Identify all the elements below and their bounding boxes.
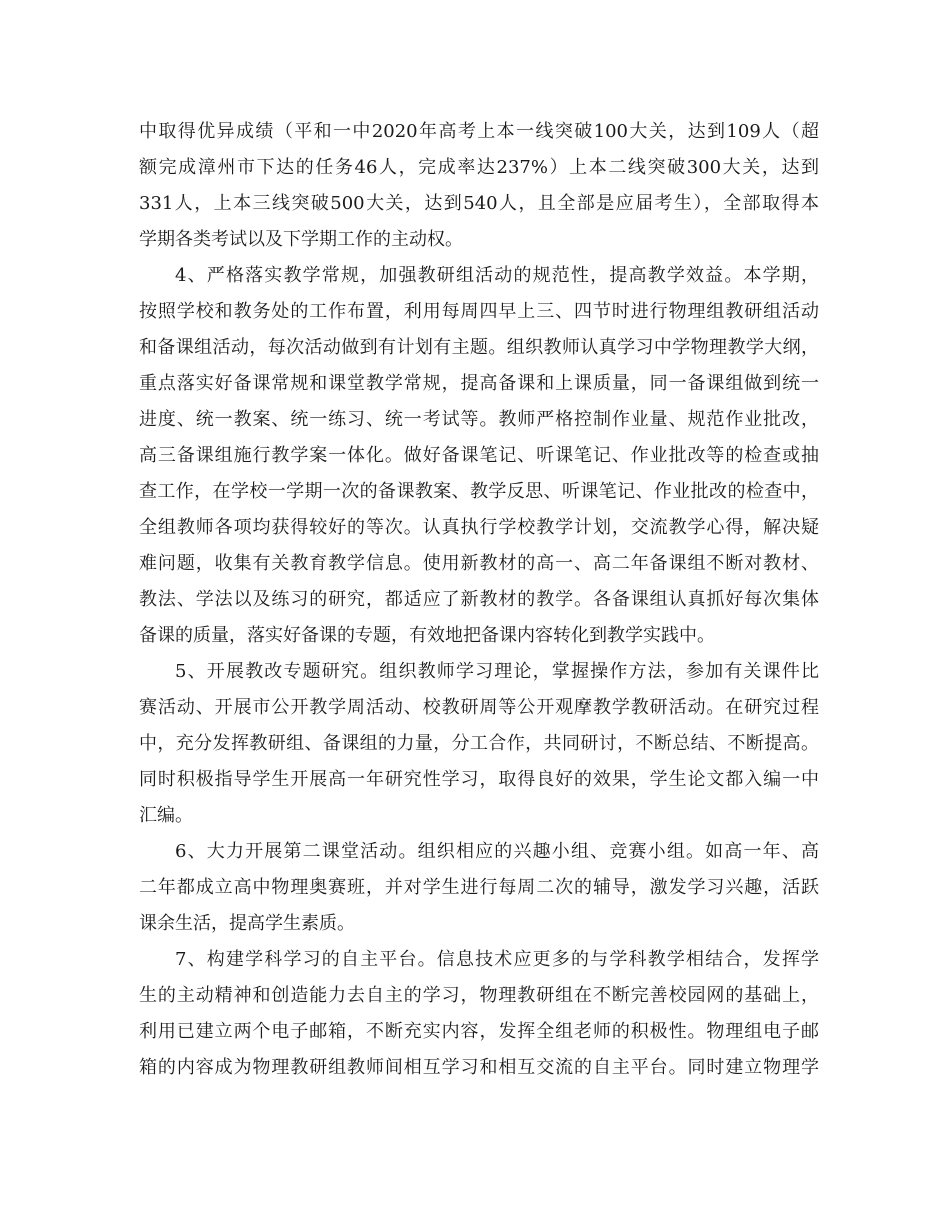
text-line: 教法、学法以及练习的研究，都适应了新教材的教学。各备课组认真抓好每次集体: [139, 589, 819, 610]
document-body: [139, 114, 819, 1086]
text-line: 4、严格落实教学常规，加强教研组活动的规范性，提高教学效益。本学期，: [175, 265, 819, 286]
text-line: 课余生活，提高学生素质。: [139, 913, 355, 934]
text-line: 赛活动、开展市公开教学周活动、校教研周等公开观摩教学教研活动。在研究过程: [139, 697, 819, 718]
text-line: 331人，上本三线突破500大关，达到540人，且全部是应届考生），全部取得本: [139, 193, 819, 214]
text-line: 同时积极指导学生开展高一年研究性学习，取得良好的效果，学生论文都入编一中: [139, 769, 819, 790]
text-line: 查工作，在学校一学期一次的备课教案、教学反思、听课笔记、作业批改的检查中，: [139, 481, 819, 502]
text-line: 生的主动精神和创造能力去自主的学习，物理教研组在不断完善校园网的基础上，: [139, 985, 819, 1006]
text-line: 6、大力开展第二课堂活动。组织相应的兴趣小组、竞赛小组。如高一年、高: [175, 841, 819, 862]
text-line: 高三备课组施行教学案一体化。做好备课笔记、听课笔记、作业批改等的检查或抽: [139, 445, 819, 466]
text-line: 汇编。: [139, 805, 193, 826]
text-line: 箱的内容成为物理教研组教师间相互学习和相互交流的自主平台。同时建立物理学: [139, 1057, 819, 1078]
text-line: 5、开展教改专题研究。组织教师学习理论，掌握操作方法，参加有关课件比: [175, 661, 819, 682]
text-line: 和备课组活动，每次活动做到有计划有主题。组织教师认真学习中学物理教学大纲，: [139, 337, 819, 358]
text-line: 全组教师各项均获得较好的等次。认真执行学校教学计划，交流教学心得，解决疑: [139, 517, 819, 538]
text-line: 重点落实好备课常规和课堂教学常规，提高备课和上课质量，同一备课组做到统一: [139, 373, 819, 394]
text-line: 难问题，收集有关教育教学信息。使用新教材的高一、高二年备课组不断对教材、: [139, 553, 819, 574]
text-line: 二年都成立高中物理奥赛班，并对学生进行每周二次的辅导，激发学习兴趣，活跃: [139, 877, 819, 898]
text-line: 中取得优异成绩（平和一中2020年高考上本一线突破100大关，达到109人（超: [139, 121, 819, 142]
text-line: 额完成漳州市下达的任务46人，完成率达237%）上本二线突破300大关，达到: [139, 157, 819, 178]
text-line: 学期各类考试以及下学期工作的主动权。: [139, 229, 463, 250]
text-line: 备课的质量，落实好备课的专题，有效地把备课内容转化到教学实践中。: [139, 625, 715, 646]
text-line: 中，充分发挥教研组、备课组的力量，分工合作，共同研讨，不断总结、不断提高。: [139, 733, 819, 754]
text-line: 进度、统一教案、统一练习、统一考试等。教师严格控制作业量、规范作业批改，: [139, 409, 819, 430]
text-line: 7、构建学科学习的自主平台。信息技术应更多的与学科教学相结合，发挥学: [175, 949, 819, 970]
text-line: 利用已建立两个电子邮箱，不断充实内容，发挥全组老师的积极性。物理组电子邮: [139, 1021, 819, 1042]
text-line: 按照学校和教务处的工作布置，利用每周四早上三、四节时进行物理组教研组活动: [139, 301, 819, 322]
